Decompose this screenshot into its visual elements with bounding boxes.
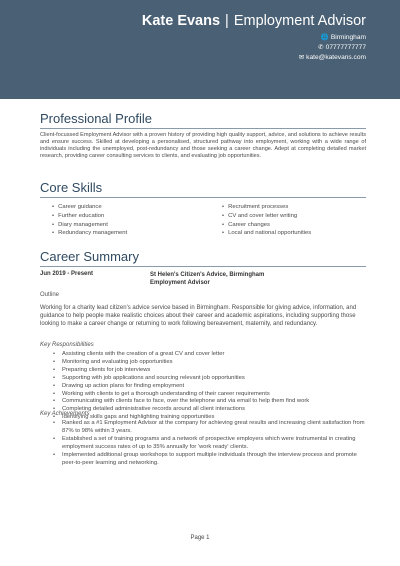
skill-item: • Career guidance <box>52 203 127 212</box>
profile-paragraph: Client-focussed Employment Advisor with a proven history of providing high quality support, advice, and solutions to achieve results and ensure success. Skilled at developing a personalised, structured pathway into employment, working with a wide range of individuals including the unemployed, post-redundancy and those seeking a career change. Adept at completing detailed market research, providing career consulting services to clients, and evaluating job opportunities. <box>40 132 366 160</box>
list-item: • Identifying skills gaps and highlighting training opportunities <box>62 414 366 422</box>
list-item: • Monitoring and evaluating job opportunities <box>62 359 366 367</box>
name-title-line <box>142 13 366 29</box>
section-title-profile: Professional Profile <box>40 111 152 126</box>
outline-label: Outline <box>40 292 60 298</box>
responsibilities-list <box>62 351 366 422</box>
responsibilities-label: Key Responsibilities <box>40 342 94 348</box>
list-item: • Working with clients to get a thorough understanding of their career requirements <box>62 391 366 399</box>
job-title: Employment Advisor <box>233 13 366 29</box>
phone-icon: ✆ <box>318 44 324 51</box>
skill-item: • Career changes <box>222 221 311 230</box>
list-item: • Assisting clients with the creation of a great CV and cover letter <box>62 351 366 359</box>
skill-item: • Diary management <box>52 221 127 230</box>
email-text[interactable]: kate@katevans.com <box>306 54 366 61</box>
list-item: • Drawing up action plans for finding employment <box>62 383 366 391</box>
contact-phone <box>318 43 366 51</box>
skill-item: • Further education <box>52 212 127 221</box>
location-text: Birmingham <box>330 34 366 41</box>
achievements-list <box>62 420 366 467</box>
name-separator: | <box>225 13 229 29</box>
skill-item: • Recruitment processes <box>222 203 311 212</box>
job-heading <box>150 271 264 287</box>
list-item: • Ranked as a #1 Employment Advisor at the company for achieving great results and increasing client satisfaction from 87% to 98% within 3 years. <box>62 420 366 436</box>
section-title-career: Career Summary <box>40 249 139 264</box>
phone-text: 07777777777 <box>325 44 366 51</box>
list-item: • Implemented additional group workshops to support multiple individuals through the interview process and promote peer-to-peer learning and networking. <box>62 452 366 468</box>
page-number: Page 1 <box>190 535 210 541</box>
achievements-label: Key Achievements <box>40 411 90 417</box>
list-item: • Preparing clients for job interviews <box>62 367 366 375</box>
section-title-skills: Core Skills <box>40 180 103 195</box>
list-item: • Established a set of training programs and a network of prospective employers which were instrumental in creating employment success rates of up to 35% annually for 'work ready' clients. <box>62 436 366 452</box>
skill-item: • Redundancy management <box>52 229 127 238</box>
job-organisation: St Helen's Citizen's Advice, Birmingham <box>150 272 265 278</box>
contact-email[interactable] <box>299 53 366 61</box>
skill-item: • CV and cover letter writing <box>222 212 311 221</box>
section-divider <box>40 197 366 198</box>
section-divider <box>40 266 366 267</box>
email-icon: ✉ <box>298 54 305 61</box>
header-banner <box>0 0 400 99</box>
job-dates: Jun 2019 - Present <box>40 271 94 277</box>
globe-icon: 🌐 <box>320 34 329 41</box>
skills-list-left <box>52 203 127 238</box>
list-item: • Completing detailed administrative records around all client interactions <box>62 406 366 414</box>
skills-list-right <box>222 203 311 238</box>
outline-paragraph: Working for a charity lead citizen's advice service based in Birmingham. Responsible for giving advice, information, and guidance to help people make realistic choices about their career and academic aspirations, including supporting those looking to make a career change or returning to work following bereavement, maternity, and redundancy. <box>40 305 357 327</box>
skill-item: • Local and national opportunities <box>222 229 311 238</box>
contact-location <box>321 33 366 41</box>
section-divider <box>40 128 366 129</box>
list-item: • Supporting with job applications and sourcing relevant job opportunities <box>62 375 366 383</box>
list-item: • Communicating with clients face to face, over the telephone and via email to help them find work <box>62 398 366 406</box>
candidate-name: Kate Evans <box>141 13 221 29</box>
job-role: Employment Advisor <box>150 280 210 286</box>
